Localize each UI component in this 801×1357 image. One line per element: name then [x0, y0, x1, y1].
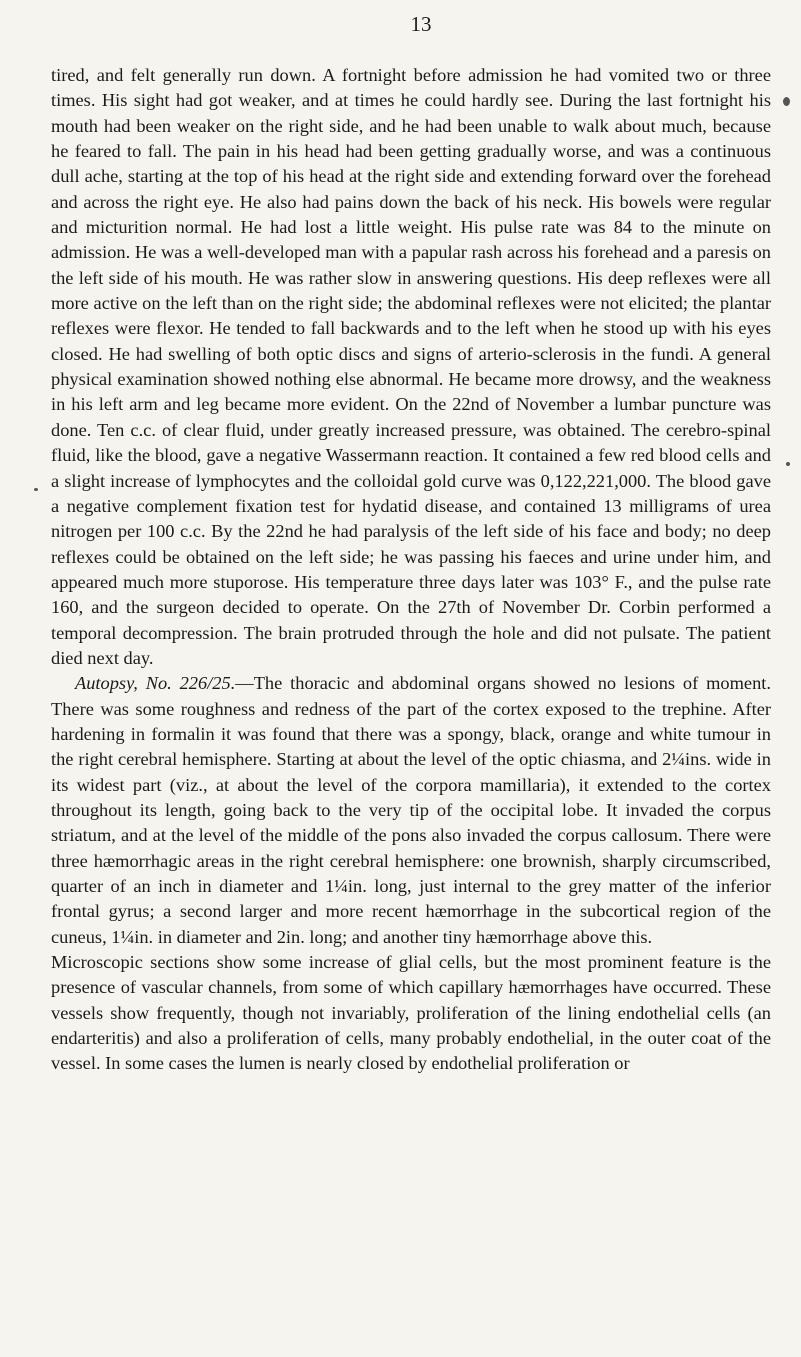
margin-speck [786, 462, 790, 466]
margin-speck [783, 97, 790, 106]
autopsy-heading: Autopsy, No. 226/25. [75, 673, 236, 694]
case-history-paragraph [51, 63, 771, 671]
autopsy-text: —The thoracic and abdominal organs showed no lesions of moment. There was some roughness and redness of the part of the cortex exposed to the trephine. After hardening in formalin it was found that there was a spongy, black, orange and white tumour in the right cerebral hemisphere. Starting at about the level of the optic chiasma, and 2¼ins. wide in its widest part (viz., at about the level of the corpora mamillaria), it extended to the cortex throughout its length, going back to the very tip of the occipital lobe. It invaded the corpus striatum, and at the level of the middle of the pons also invaded the corpus callosum. There were three hæmorrhagic areas in the right cerebral hemisphere: one brownish, sharply circumscribed, quarter of an inch in diameter and 1¼in. long, just internal to the grey matter of the inferior frontal gyrus; a second larger and more recent hæmorrhage in the subcortical region of the cuneus, 1¼in. in diameter and 2in. long; and another tiny hæmorrhage above this. [51, 673, 771, 947]
microscopic-paragraph [51, 950, 771, 1077]
case-history-text: tired, and felt generally run down. A fortnight before admission he had vomited two or three times. His sight had got weaker, and at times he could hardly see. During the last fortnight his mouth had been weaker on the right side, and he had been unable to walk about much, because he feared to fall. The pain in his head had been getting gradually worse, and was a continuous dull ache, starting at the top of his head at the right side and extending forward over the forehead and across the right eye. He also had pains down the back of his neck. His bowels were regular and micturition normal. He had lost a little weight. His pulse rate was 84 to the minute on admission. He was a well-developed man with a papular rash across his forehead and a paresis on the left side of his mouth. He was rather slow in answering questions. His deep reflexes were all more active on the left than on the right side; the abdominal reflexes were not elicited; the plantar reflexes were flexor. He tended to fall backwards and to the left when he stood up with his eyes closed. He had swelling of both optic discs and signs of arterio-sclerosis in the fundi. A general physical examination showed nothing else abnormal. He became more drowsy, and the weakness in his left arm and leg became more evident. On the 22nd of November a lumbar puncture was done. Ten c.c. of clear fluid, under greatly increased pressure, was obtained. The cerebro-spinal fluid, like the blood, gave a negative Wassermann reaction. It contained a few red blood cells and a slight increase of lymphocytes and the colloidal gold curve was 0,122,221,000. The blood gave a negative complement fixation test for hydatid disease, and contained 13 milligrams of urea nitrogen per 100 c.c. By the 22nd he had paralysis of the left side of his face and body; no deep reflexes could be obtained on the left side; he was passing his faeces and urine under him, and appeared much more stuporose. His temperature three days later was 103° F., and the pulse rate 160, and the surgeon decided to operate. On the 27th of November Dr. Corbin performed a temporal decompression. The brain protruded through the hole and did not pulsate. The patient died next day. [51, 65, 771, 668]
page-number: 13 [410, 12, 432, 36]
autopsy-paragraph [51, 671, 771, 950]
microscopic-text: Microscopic sections show some increase of glial cells, but the most prominent feature is the presence of vascular channels, from some of which capillary hæmorrhages have occurred. These vessels show frequently, though not invariably, proliferation of the lining endothelial cells (an endarteritis) and also a proliferation of cells, many probably endothelial, in the outer coat of the vessel. In some cases the lumen is nearly closed by endothelial proliferation or [51, 952, 771, 1074]
margin-speck [34, 488, 38, 491]
